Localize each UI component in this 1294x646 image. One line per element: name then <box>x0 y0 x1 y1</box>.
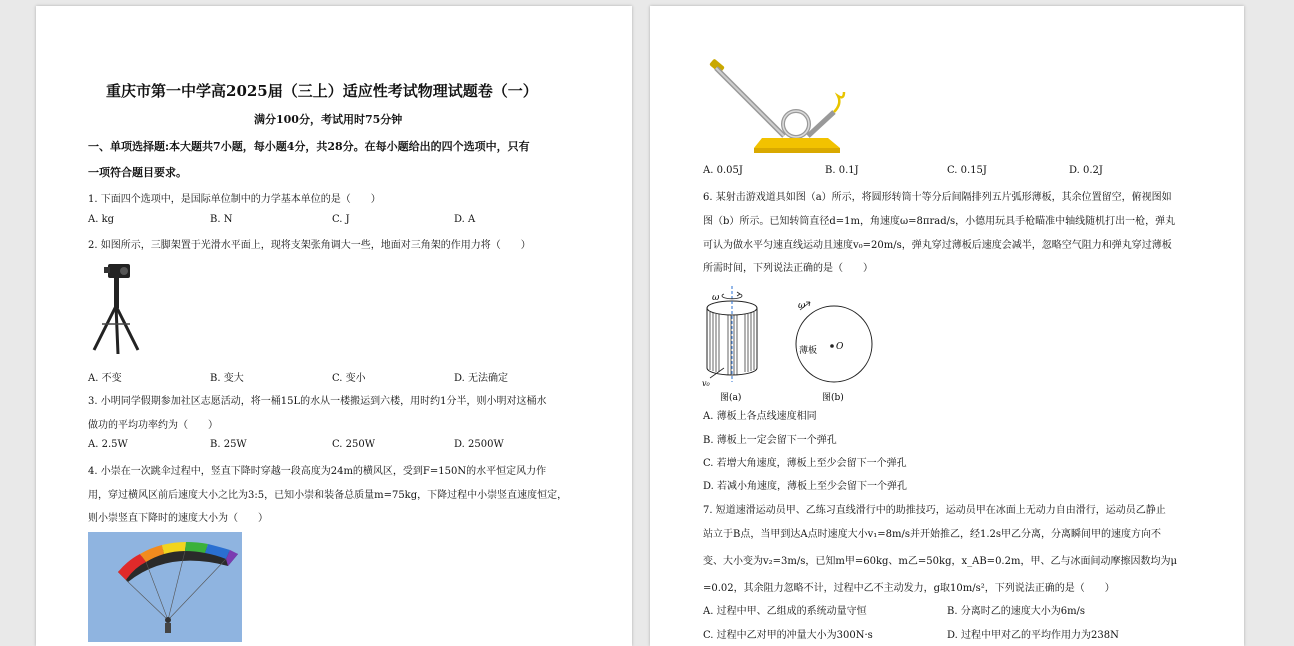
loop-track-figure <box>702 58 852 154</box>
q3-option-a: A. 2.5W <box>88 439 128 450</box>
exam-subtitle: 满分100分，考试用时75分钟 <box>254 113 403 126</box>
q6-option-c: C. 若增大角速度，薄板上至少会留下一个弹孔 <box>703 458 907 469</box>
section-title-cont: 一项符合题目要求。 <box>88 166 187 179</box>
question-3-line2: 做功的平均功率约为（ ） <box>88 420 218 431</box>
rotating-drum-figures <box>702 282 902 404</box>
q1-option-d: D. A <box>454 214 476 225</box>
q3-option-c: C. 250W <box>332 439 376 450</box>
q5-option-d: D. 0.2J <box>1069 165 1103 176</box>
question-4-line3: 则小崇竖直下降时的速度大小为（ ） <box>88 513 268 524</box>
figure-b-caption: 图(b) <box>822 393 844 403</box>
question-3-line1: 3. 小明同学假期参加社区志愿活动，将一桶15L的水从一楼搬运到六楼，用时约1分半，则小明对这桶水 <box>88 396 547 407</box>
q5-option-b: B. 0.1J <box>825 165 859 176</box>
question-6-line4: 所需时间，下列说法正确的是（ ） <box>703 263 873 274</box>
q6-option-b: B. 薄板上一定会留下一个弹孔 <box>703 435 837 446</box>
figure-a-v0-label: v₀ <box>702 379 710 388</box>
q7-option-a: A. 过程中甲、乙组成的系统动量守恒 <box>703 606 867 617</box>
exam-page-left <box>36 6 632 646</box>
q7-option-d: D. 过程中甲对乙的平均作用力为238N <box>947 630 1119 641</box>
exam-page-right <box>650 6 1244 646</box>
q5-option-c: C. 0.15J <box>947 165 987 176</box>
q2-option-d: D. 无法确定 <box>454 373 509 384</box>
q3-option-d: D. 2500W <box>454 439 504 450</box>
figure-b-center-label: O <box>836 342 844 352</box>
q7-option-b: B. 分离时乙的速度大小为6m/s <box>947 606 1086 617</box>
q6-option-d: D. 若减小角速度，薄板上至少会留下一个弹孔 <box>703 481 908 492</box>
question-7-line1: 7. 短道速滑运动员甲、乙练习直线滑行中的助推技巧，运动员甲在冰面上无动力自由滑行，运动员乙静止 <box>703 505 1166 516</box>
q1-option-b: B. N <box>210 214 233 225</box>
q2-option-a: A. 不变 <box>88 373 122 384</box>
question-4-line1: 4. 小崇在一次跳伞过程中，竖直下降时穿越一段高度为24m的横风区，受到F=150N的水平恒定风力作 <box>88 466 547 477</box>
question-6-line1: 6. 某射击游戏道具如图（a）所示，将圆形转筒十等分后间隔排列五片弧形薄板，其余位置留空，俯视图如 <box>703 192 1172 203</box>
q1-option-c: C. J <box>332 214 350 225</box>
question-6-line2: 图（b）所示。已知转筒直径d=1m，角速度ω=8πrad/s，小德用玩具手枪瞄准中轴线随机打出一枪，弹丸 <box>703 216 1176 227</box>
q7-option-c: C. 过程中乙对甲的冲量大小为300N·s <box>703 630 873 641</box>
figure-b-top-view <box>796 302 872 382</box>
figure-a-caption: 图(a) <box>720 393 742 403</box>
parachute-photo <box>88 532 242 642</box>
question-6-line3: 可认为做水平匀速直线运动且速度v₀=20m/s，弹丸穿过薄板后速度会减半，忽略空气阻力和弹丸穿过薄板 <box>703 240 1172 251</box>
figure-a-omega-label: ω <box>712 293 720 303</box>
q1-option-a: A. kg <box>88 214 115 225</box>
tripod-figure <box>88 262 140 358</box>
figure-b-plate-label: 薄板 <box>799 346 818 356</box>
question-7-line4: =0.02，其余阻力忽略不计，过程中乙不主动发力，g取10m/s²，下列说法正确的是（ ） <box>703 583 1115 594</box>
question-7-line2: 站立于B点，当甲到达A点时速度大小v₁=8m/s并开始推乙，经1.2s甲乙分离，分离瞬间甲的速度方向不 <box>703 529 1161 540</box>
question-1: 1. 下面四个选项中，是国际单位制中的力学基本单位的是（ ） <box>88 194 381 205</box>
question-4-line2: 用，穿过横风区前后速度大小之比为3:5，已知小崇和装备总质量m=75kg，下降过程中小崇竖直速度恒定， <box>88 490 568 501</box>
q2-option-b: B. 变大 <box>210 373 244 384</box>
q2-option-c: C. 变小 <box>332 373 366 384</box>
q3-option-b: B. 25W <box>210 439 247 450</box>
q5-option-a: A. 0.05J <box>703 165 743 176</box>
question-2: 2. 如图所示，三脚架置于光滑水平面上，现将支架张角调大一些，地面对三角架的作用力将（ ） <box>88 240 531 251</box>
question-7-line3: 变、大小变为v₂=3m/s，已知m甲=60kg、m乙=50kg，x_AB=0.2m，甲、乙与冰面间动摩擦因数均为μ <box>703 556 1177 567</box>
q6-option-a: A. 薄板上各点线速度相同 <box>703 411 817 422</box>
figure-b-omega-label: ω <box>798 301 806 311</box>
exam-title: 重庆市第一中学高2025届（三上）适应性考试物理试题卷（一） <box>106 82 538 100</box>
section-title: 一、单项选择题:本大题共7小题，每小题4分，共28分。在每小题给出的四个选项中，只有 <box>88 140 530 153</box>
